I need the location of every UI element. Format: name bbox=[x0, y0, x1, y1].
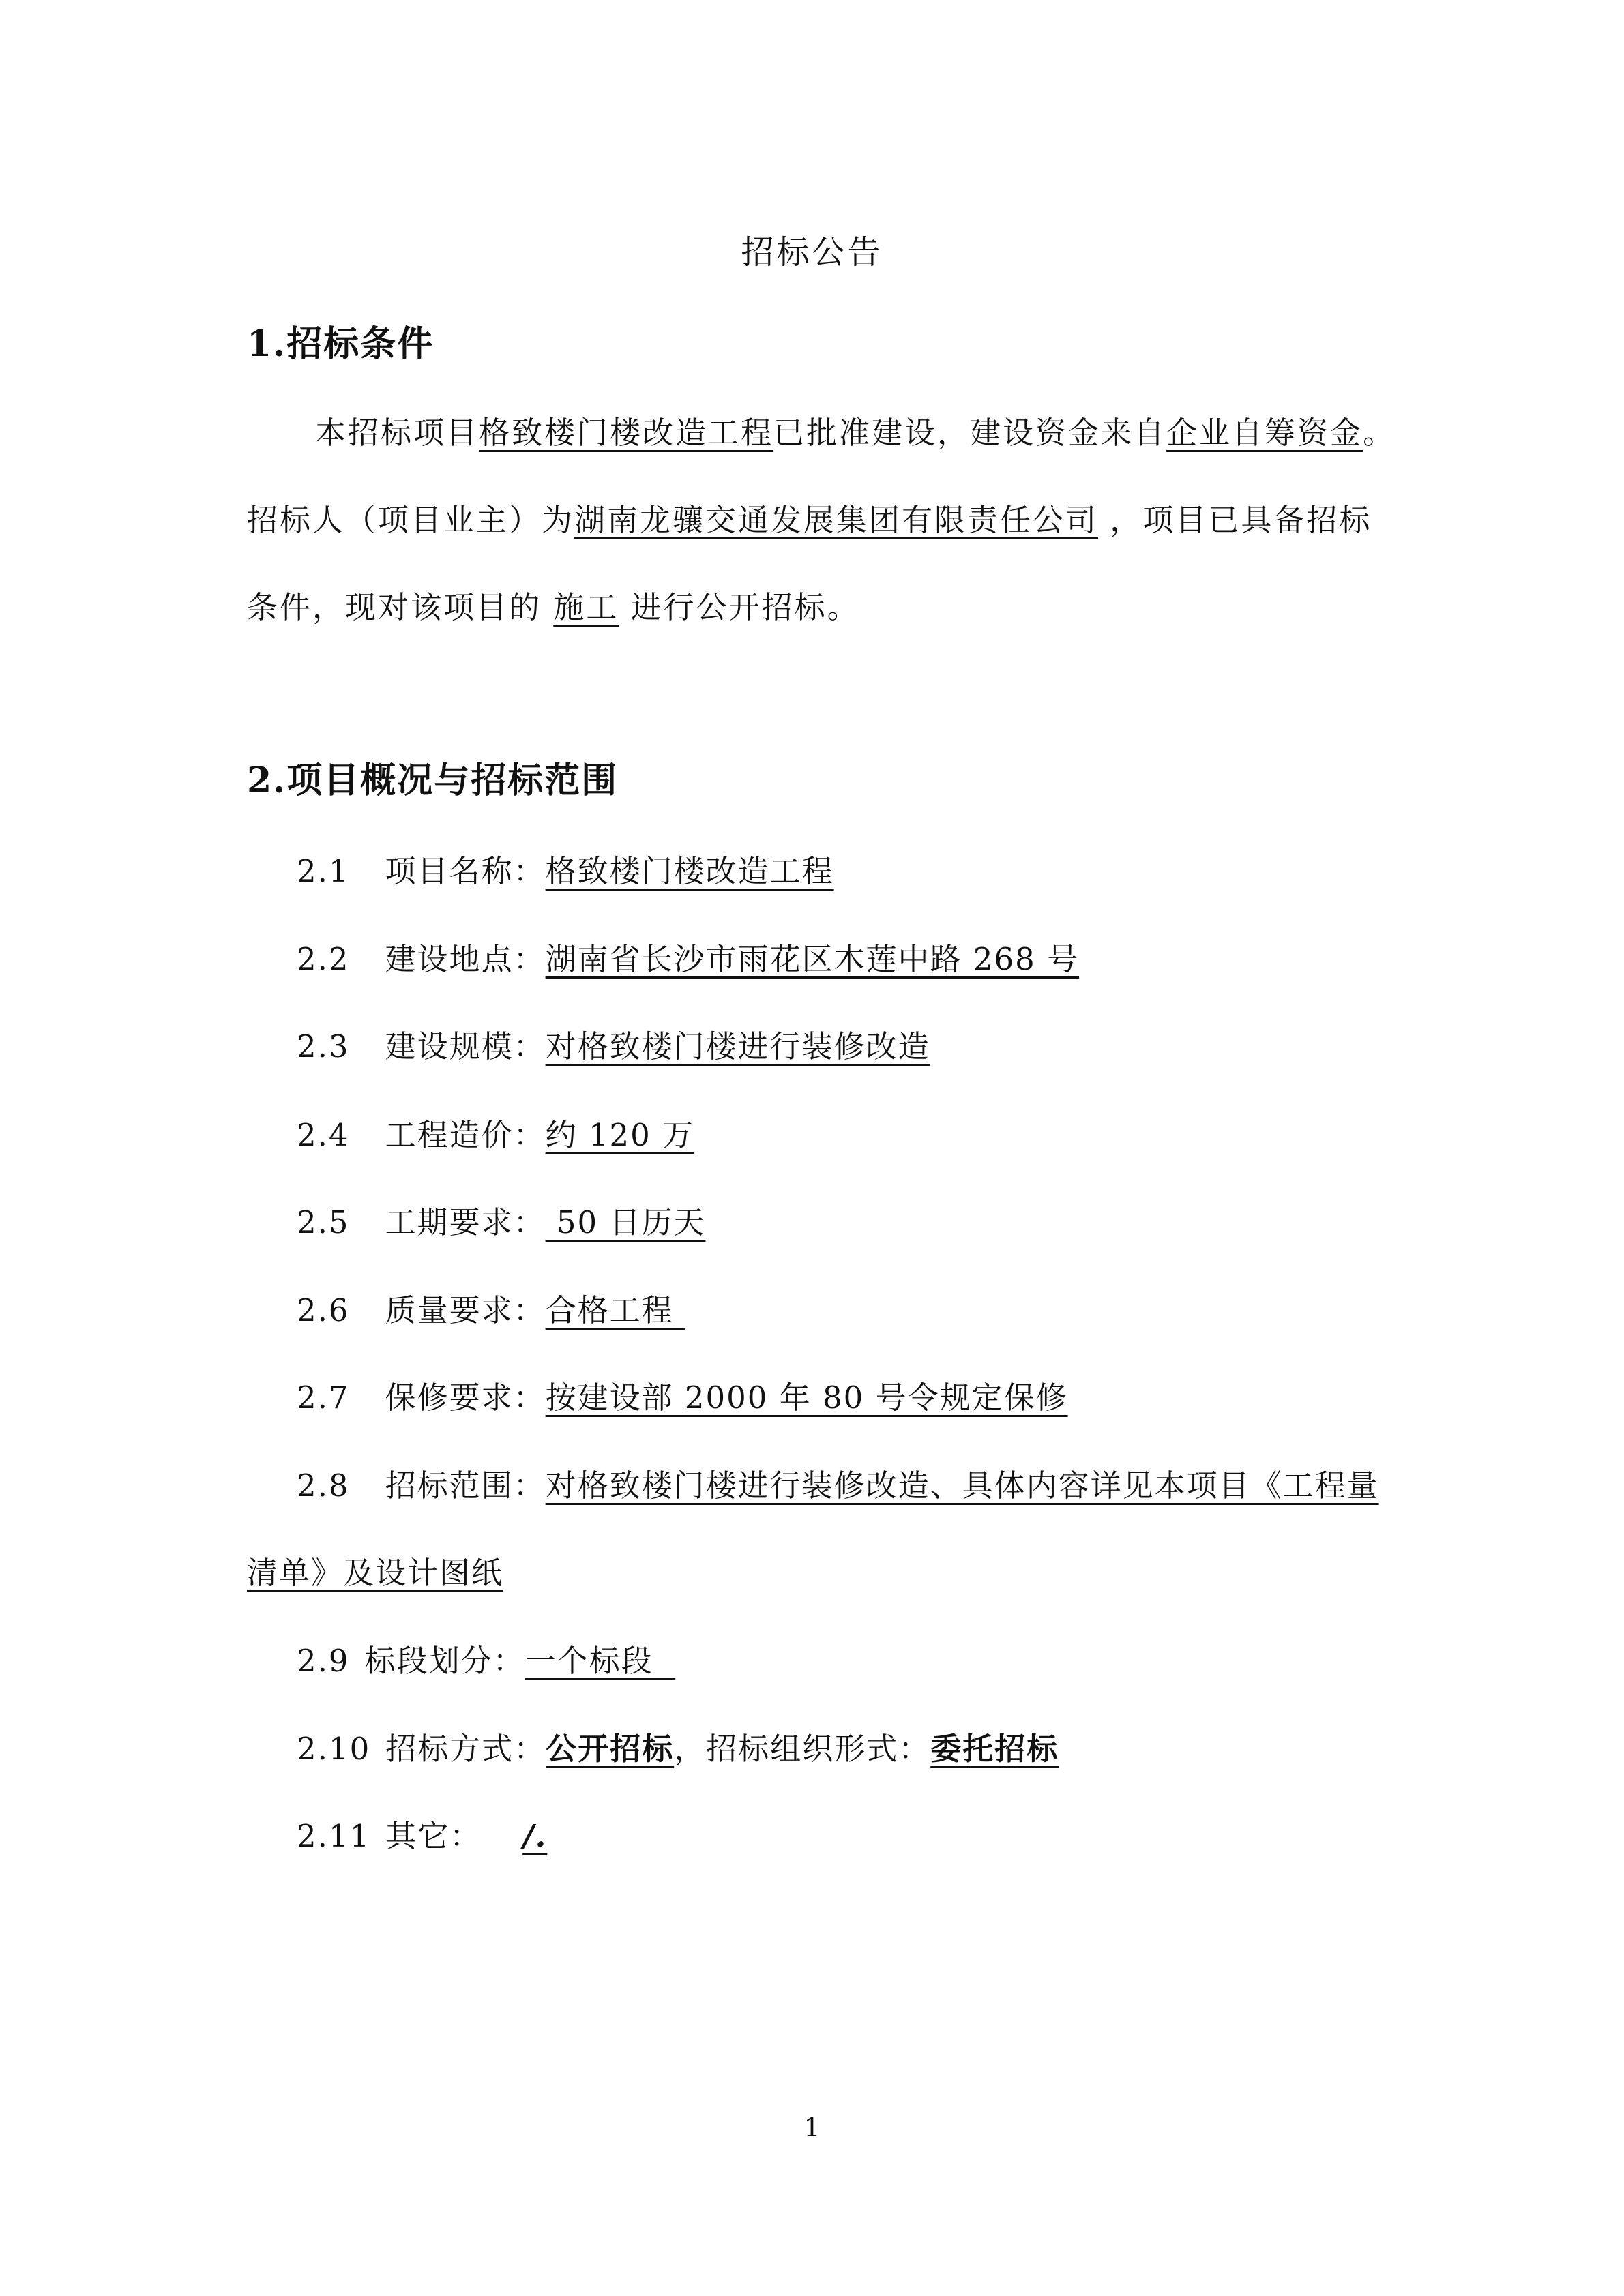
item-2-8 bbox=[297, 1462, 1379, 1510]
item-value: 约 120 万 bbox=[545, 1117, 695, 1153]
item-label: 建设规模： bbox=[385, 1028, 546, 1064]
item-label-2: ，招标组织形式： bbox=[674, 1731, 931, 1767]
item-number: 2.6 bbox=[297, 1292, 350, 1328]
item-2-3 bbox=[297, 1023, 930, 1071]
item-number: 2.10 bbox=[297, 1731, 371, 1767]
item-label: 招标方式： bbox=[385, 1731, 546, 1767]
item-label: 工期要求： bbox=[385, 1204, 546, 1240]
item-2-5 bbox=[297, 1199, 705, 1247]
text: 本招标项目 bbox=[315, 415, 479, 451]
item-2-4 bbox=[297, 1112, 694, 1159]
text: 。 bbox=[1363, 415, 1396, 451]
item-label: 标段划分： bbox=[364, 1643, 525, 1679]
item-value: 对格致楼门楼进行装修改造 bbox=[545, 1028, 930, 1064]
item-2-6 bbox=[297, 1287, 685, 1335]
item-2-11 bbox=[297, 1813, 547, 1860]
text: ，项目已具备招标 bbox=[1098, 502, 1372, 538]
item-number: 2.4 bbox=[297, 1117, 350, 1153]
item-2-9 bbox=[297, 1637, 675, 1685]
funding-source: 企业自筹资金 bbox=[1166, 415, 1363, 451]
text: 招标人（项目业主）为 bbox=[247, 502, 575, 538]
item-value: 湖南省长沙市雨花区木莲中路 268 号 bbox=[545, 941, 1080, 977]
item-number: 2.9 bbox=[297, 1643, 350, 1679]
item-number: 2.7 bbox=[297, 1380, 350, 1416]
item-2-8-continued bbox=[247, 1549, 503, 1597]
section-1-line-2 bbox=[247, 496, 1379, 544]
text: 条件，现对该项目的 bbox=[247, 589, 554, 625]
item-number: 2.2 bbox=[297, 941, 350, 977]
item-label: 项目名称： bbox=[385, 853, 546, 889]
item-value: 一个标段 bbox=[525, 1643, 676, 1679]
item-value-continued: 清单》及设计图纸 bbox=[247, 1555, 504, 1591]
section-1-line-3 bbox=[247, 584, 1379, 631]
item-number: 2.8 bbox=[297, 1467, 350, 1504]
item-value: /. bbox=[522, 1818, 548, 1854]
owner-name: 湖南龙骧交通发展集团有限责任公司 bbox=[574, 502, 1099, 538]
item-number: 2.11 bbox=[297, 1818, 371, 1854]
item-2-1 bbox=[297, 848, 834, 895]
item-number: 2.3 bbox=[297, 1028, 350, 1064]
item-number: 2.1 bbox=[297, 853, 350, 889]
item-2-7 bbox=[297, 1374, 1068, 1422]
item-label: 保修要求： bbox=[385, 1380, 546, 1416]
item-2-10 bbox=[297, 1725, 1059, 1773]
item-label: 建设地点： bbox=[385, 941, 546, 977]
item-label: 招标范围： bbox=[385, 1467, 546, 1504]
tender-method: 公开招标 bbox=[546, 1731, 675, 1767]
text: 已批准建设，建设资金来自 bbox=[773, 415, 1167, 451]
item-label: 其它： bbox=[385, 1818, 482, 1854]
scope-type: 施工 bbox=[553, 589, 619, 625]
section-1-line-1 bbox=[315, 409, 1447, 457]
item-2-2 bbox=[297, 936, 1079, 983]
item-value: 对格致楼门楼进行装修改造、具体内容详见本项目《工程量 bbox=[545, 1467, 1379, 1504]
project-name: 格致楼门楼改造工程 bbox=[479, 415, 774, 451]
document-title: 招标公告 bbox=[741, 233, 883, 271]
item-value: 50 日历天 bbox=[545, 1204, 706, 1240]
tender-organization: 委托招标 bbox=[930, 1731, 1059, 1767]
section-2-heading: 2.项目概况与招标范围 bbox=[247, 760, 619, 801]
section-1-heading: 1.招标条件 bbox=[247, 323, 434, 365]
item-value: 按建设部 2000 年 80 号令规定保修 bbox=[545, 1380, 1068, 1416]
item-value: 合格工程 bbox=[545, 1292, 685, 1328]
text: 进行公开招标。 bbox=[619, 589, 860, 625]
item-number: 2.5 bbox=[297, 1204, 350, 1240]
page-number: 1 bbox=[803, 2113, 821, 2143]
item-value: 格致楼门楼改造工程 bbox=[545, 853, 834, 889]
item-label: 质量要求： bbox=[385, 1292, 546, 1328]
item-label: 工程造价： bbox=[385, 1117, 546, 1153]
